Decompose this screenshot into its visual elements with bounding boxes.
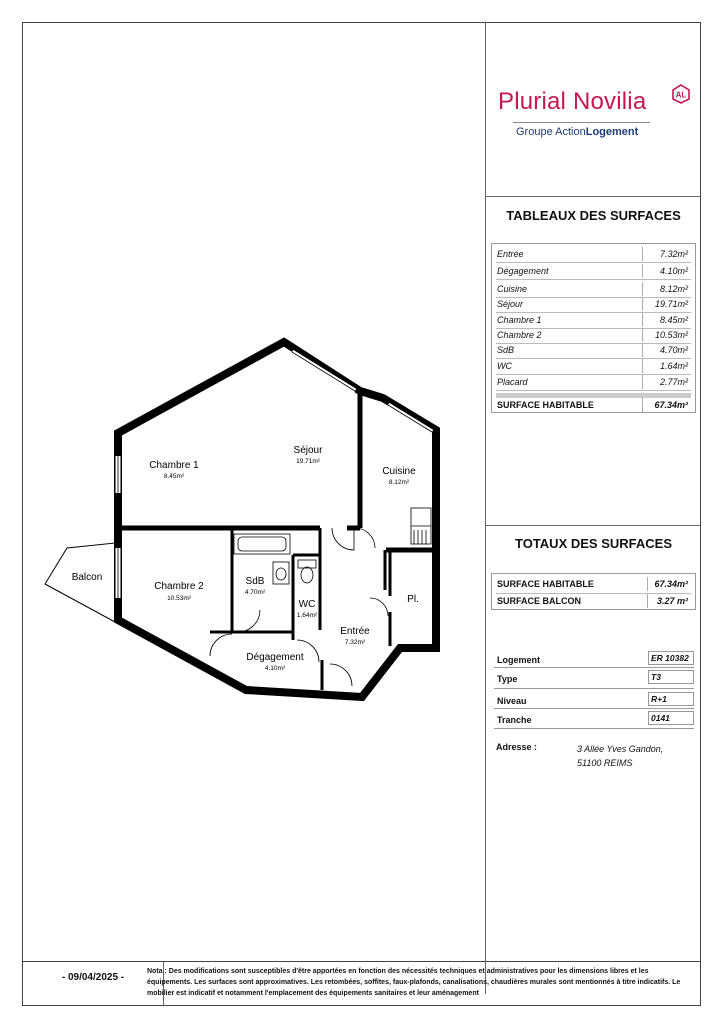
info-label: Logement <box>497 655 541 665</box>
room-area: 8.12m² <box>388 479 410 486</box>
room-area: 7.32m² <box>344 639 366 646</box>
surface-row: Cuisine 8.12m² <box>497 284 688 294</box>
surface-row: Chambre 1 8.45m² <box>497 315 688 325</box>
info-label: Tranche <box>497 715 532 725</box>
surfaces-table <box>491 243 696 413</box>
room-name: SdB <box>245 576 265 587</box>
surface-row: SdB 4.70m² <box>497 345 688 355</box>
surface-row: Chambre 2 10.53m² <box>497 330 688 340</box>
info-label: Niveau <box>497 696 527 706</box>
logo-rule <box>513 122 650 123</box>
sink-icon <box>273 562 289 584</box>
surface-row: Séjour 19.71m² <box>497 299 688 309</box>
room-area: 1.64m² <box>296 612 318 619</box>
surface-row: Placard 2.77m² <box>497 377 688 387</box>
floor-plan <box>40 330 450 710</box>
document-date: - 09/04/2025 - <box>61 972 125 983</box>
room-area: 10.53m² <box>167 595 191 602</box>
total-row: SURFACE HABITABLE 67.34m² <box>497 579 688 589</box>
totals-title: TOTAUX DES SURFACES <box>515 536 672 551</box>
total-row: SURFACE BALCON 3.27 m² <box>497 596 688 606</box>
surface-row: Dégagement 4.10m² <box>497 266 688 276</box>
room-name: Balcon <box>71 572 103 583</box>
room-name: Chambre 1 <box>149 460 199 471</box>
room-area: 4.10m² <box>264 665 286 672</box>
divider <box>486 525 701 526</box>
surface-row: WC 1.64m² <box>497 361 688 371</box>
group-logo: Groupe ActionLogement <box>516 126 639 138</box>
totals-table <box>491 573 696 610</box>
room-name: Entrée <box>340 626 370 637</box>
outer-wall <box>118 342 436 697</box>
room-area: 19.71m² <box>296 458 320 465</box>
surfaces-title: TABLEAUX DES SURFACES <box>506 208 681 223</box>
address-value: 3 Allée Yves Gandon, 51100 REIMS <box>577 744 664 768</box>
divider <box>486 196 701 197</box>
room-name: Dégagement <box>246 652 304 663</box>
room-name: Chambre 2 <box>154 581 204 592</box>
brand-logo: Plurial Novilia <box>498 88 647 115</box>
al-logo-icon <box>671 84 691 104</box>
info-value: 0141 <box>648 711 694 725</box>
room-area: 4.70m² <box>244 589 266 596</box>
room-name: WC <box>298 599 316 610</box>
fixtures <box>234 508 431 584</box>
info-value: T3 <box>648 670 694 684</box>
footer <box>22 962 701 1006</box>
address-label: Adresse : <box>496 742 538 752</box>
info-value: ER 10382 <box>648 651 694 665</box>
room-name: Cuisine <box>382 466 416 477</box>
room-area: 8.45m² <box>163 473 185 480</box>
room-name: Séjour <box>293 445 323 456</box>
info-value: R+1 <box>648 692 694 706</box>
disclaimer-note: Nota : Des modifications sont susceptibles d'être apportées en fonction des nécessités techniques et administratives pour les dimensions libres et les équipements. Les surfaces sont approximatives. Les retombées, soffites, faux-plafonds, canalisations, chaudières murales sont mentionnés à titre indicatifs. Le mobilier est indicatif et notamment l'emplacement des équipements sanitaires et leur aménagement <box>147 968 681 997</box>
surface-total-row: SURFACE HABITABLE 67.34m² <box>497 400 688 410</box>
room-name: Pl. <box>407 594 419 605</box>
column-divider <box>485 22 486 994</box>
info-label: Type <box>497 674 518 684</box>
surface-row: Entrée 7.32m² <box>497 249 688 259</box>
svg-text:AL: AL <box>675 90 687 100</box>
